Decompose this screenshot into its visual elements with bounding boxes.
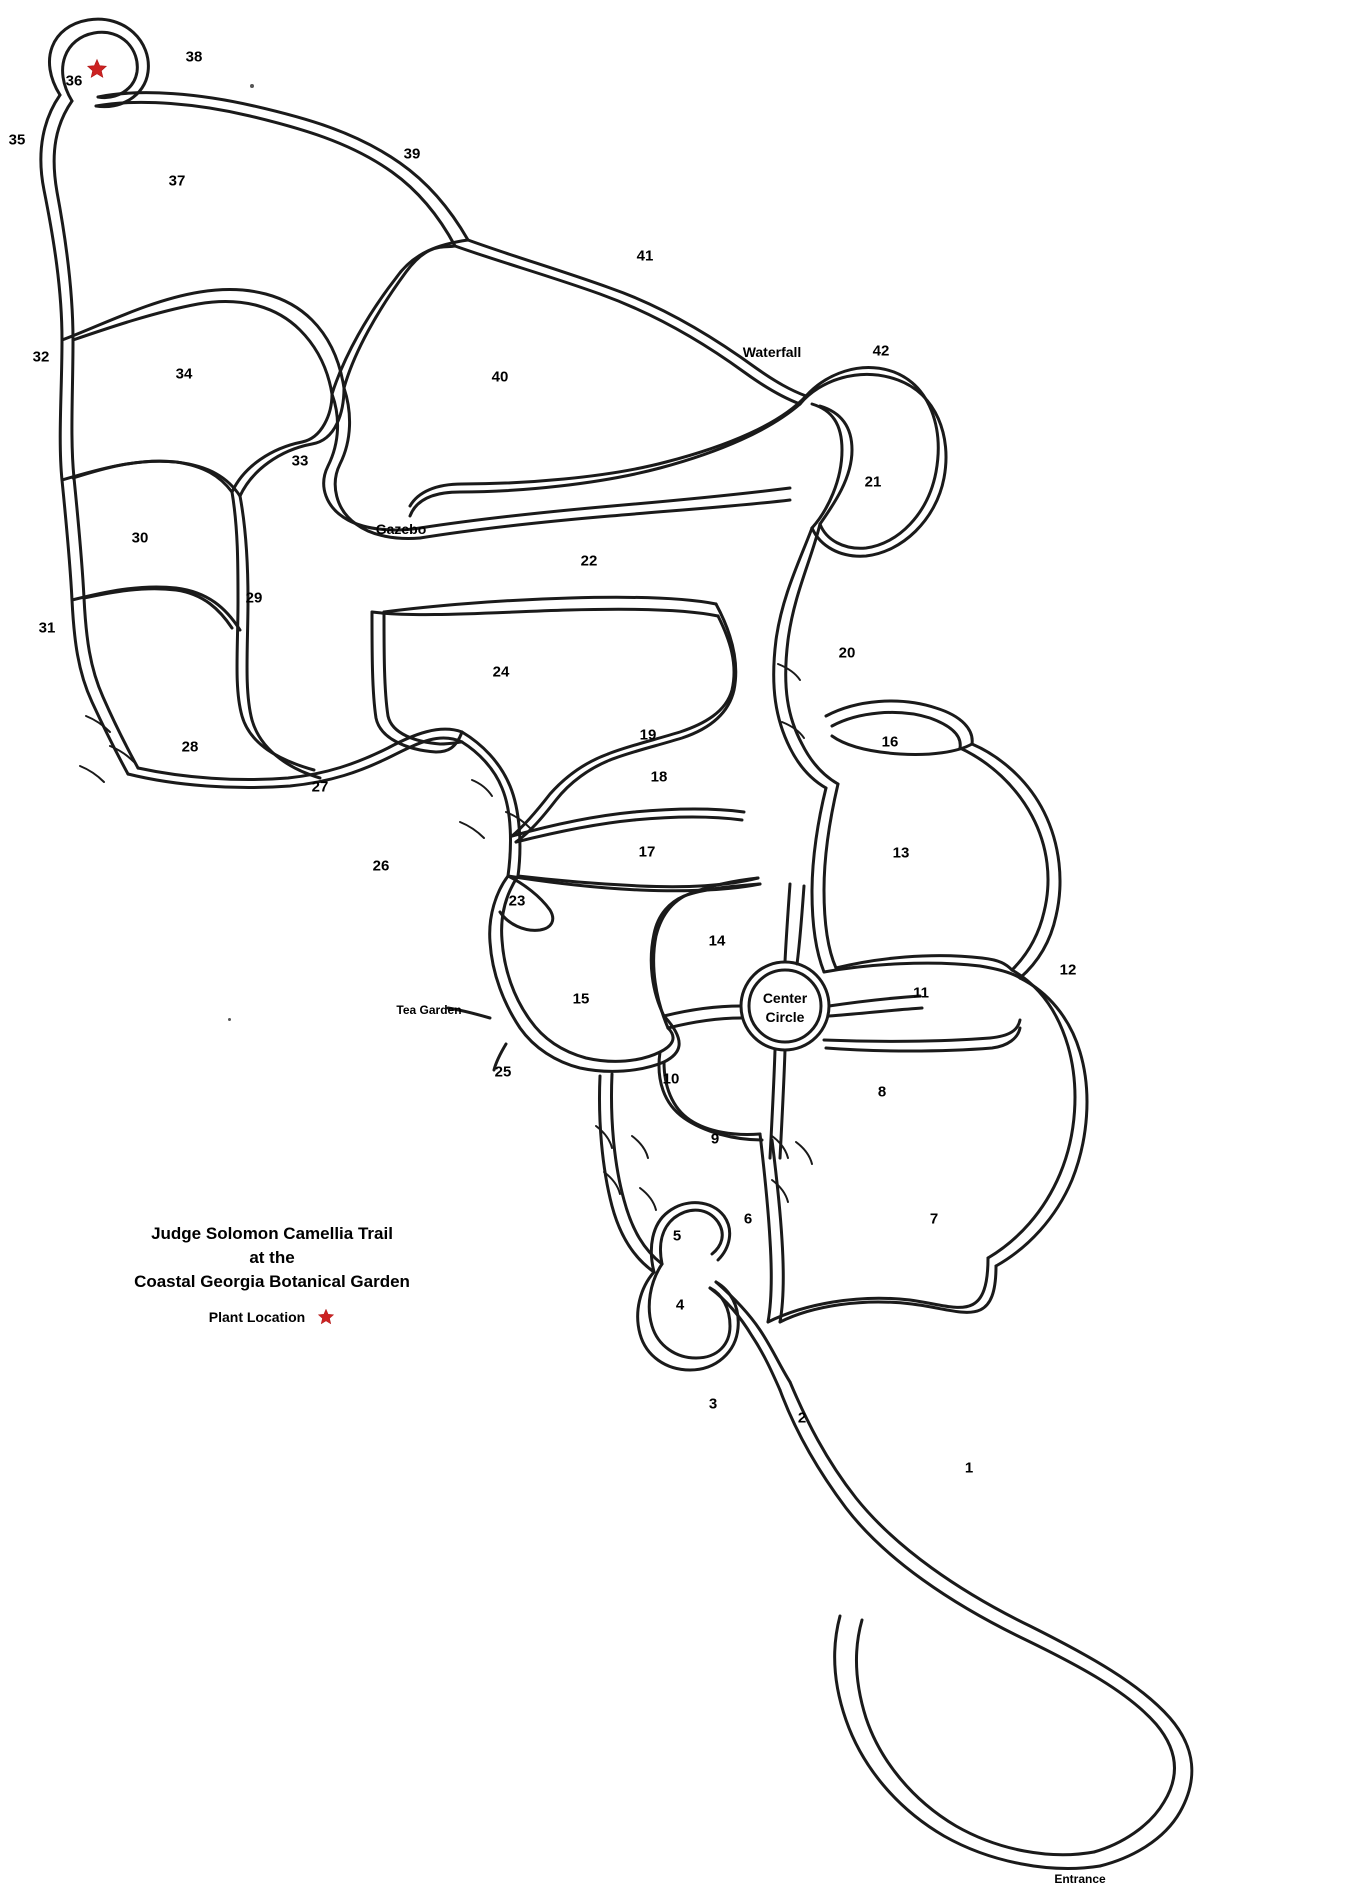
- bed-label-4: 4: [675, 1296, 685, 1314]
- plant-location-marker-icon: [86, 58, 108, 80]
- poi-gazebo: Gazebo: [375, 521, 427, 537]
- speck-decoration: [228, 1018, 231, 1021]
- bed-label-9: 9: [710, 1130, 720, 1148]
- poi-entrance: Entrance: [1054, 1872, 1106, 1886]
- bed-label-37: 37: [168, 172, 186, 190]
- bed-label-17: 17: [638, 843, 656, 861]
- poi-waterfall: Waterfall: [742, 344, 802, 360]
- legend-title-line-1: Judge Solomon Camellia Trail: [151, 1224, 393, 1243]
- legend-key-row: [112, 1308, 432, 1326]
- bed-label-25: 25: [494, 1063, 512, 1081]
- bed-label-24: 24: [492, 663, 510, 681]
- bed-label-23: 23: [508, 892, 526, 910]
- speck-decoration: [250, 84, 254, 88]
- bed-label-34: 34: [175, 365, 193, 383]
- map-legend: [112, 1222, 432, 1326]
- bed-label-3: 3: [708, 1395, 718, 1413]
- bed-label-40: 40: [491, 368, 509, 386]
- bed-label-6: 6: [743, 1210, 753, 1228]
- bed-label-16: 16: [881, 733, 899, 751]
- bed-label-11: 11: [913, 984, 929, 1002]
- red-star-icon: [317, 1308, 335, 1326]
- bed-label-21: 21: [864, 473, 882, 491]
- bed-label-20: 20: [838, 644, 856, 662]
- legend-title-line-2: at the: [249, 1248, 295, 1267]
- poi-center-circle-line2: Circle: [765, 1009, 805, 1025]
- bed-label-33: 33: [291, 452, 309, 470]
- bed-label-28: 28: [181, 738, 199, 756]
- bed-label-30: 30: [131, 529, 149, 547]
- bed-label-22: 22: [580, 552, 598, 570]
- legend-key-label: Plant Location: [208, 1309, 306, 1325]
- bed-label-15: 15: [572, 990, 590, 1008]
- bed-label-38: 38: [185, 48, 203, 66]
- bed-label-2: 2: [797, 1409, 807, 1427]
- bed-label-18: 18: [650, 768, 668, 786]
- bed-label-26: 26: [372, 857, 390, 875]
- bed-label-42: 42: [872, 342, 890, 360]
- bed-label-7: 7: [929, 1210, 939, 1228]
- bed-label-19: 19: [639, 726, 657, 744]
- bed-label-10: 10: [662, 1070, 680, 1088]
- legend-title-line-3: Coastal Georgia Botanical Garden: [134, 1272, 410, 1291]
- bed-label-27: 27: [311, 778, 329, 796]
- bed-label-12: 12: [1059, 961, 1077, 979]
- bed-label-32: 32: [32, 348, 50, 366]
- bed-label-35: 35: [8, 131, 26, 149]
- bed-label-14: 14: [708, 932, 726, 950]
- bed-label-5: 5: [672, 1227, 682, 1245]
- bed-label-31: 31: [38, 619, 56, 637]
- bed-label-41: 41: [636, 247, 654, 265]
- bed-label-1: 1: [964, 1459, 974, 1477]
- bed-label-13: 13: [892, 844, 910, 862]
- bed-label-8: 8: [877, 1083, 887, 1101]
- poi-center-circle-line1: Center: [762, 990, 808, 1006]
- bed-label-39: 39: [403, 145, 421, 163]
- bed-label-29: 29: [245, 589, 263, 607]
- bed-label-36: 36: [65, 72, 83, 90]
- poi-tea-garden: Tea Garden: [396, 1003, 462, 1017]
